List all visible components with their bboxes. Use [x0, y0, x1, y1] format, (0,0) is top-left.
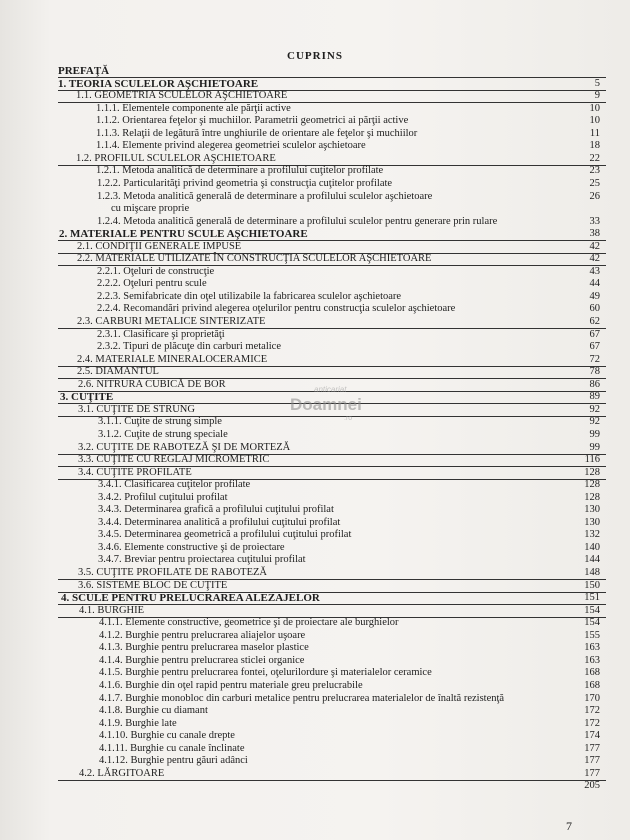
toc-entry [0, 65, 630, 77]
toc-entry-page: 174 [584, 730, 600, 742]
toc-entry-page: 163 [584, 654, 600, 666]
toc-entry-page: 10 [589, 102, 600, 114]
toc-entry-page: 163 [584, 642, 600, 654]
toc-entry [0, 504, 630, 516]
toc-entry-title: 1.1.2. Orientarea feţelor şi muchiilor. Parametrii geometrici ai părţii active [96, 115, 409, 127]
toc-entry [0, 718, 630, 730]
toc-entry-page: 89 [589, 391, 600, 403]
toc-entry [0, 291, 630, 303]
toc-entry-page: 130 [584, 504, 600, 516]
toc-entry-title: 4.1.11. Burghie cu canale înclinate [99, 742, 245, 754]
toc-entry [0, 241, 630, 253]
toc-entry-title: PREFAŢĂ [58, 65, 110, 77]
toc-entry [0, 592, 630, 604]
toc-entry-page: 150 [584, 579, 600, 591]
toc-entry [0, 454, 630, 466]
toc-entry-page: 154 [584, 617, 600, 629]
toc-entry [0, 203, 630, 215]
toc-entry [0, 140, 630, 152]
toc-entry-title: 3. CUŢITE [60, 391, 114, 404]
toc-entry-page: 140 [584, 541, 600, 553]
toc-entry-title: 2.6. NITRURA CUBICĂ DE BOR [78, 378, 226, 390]
toc-entry-title: 2.3.1. Clasificare şi proprietăţi [97, 328, 225, 340]
toc-entry [0, 366, 630, 378]
toc-entry-title: 4.1.1. Elemente constructive, geometrice şi de proiectare ale burghielor [99, 617, 399, 629]
toc-entry-page: 67 [589, 328, 600, 340]
toc-last-page-number: 205 [584, 780, 600, 792]
toc-entry [0, 492, 630, 504]
toc-entry-title: 1.2. PROFILUL SCULELOR AŞCHIETOARE [76, 152, 276, 164]
toc-entry-page: 86 [589, 378, 600, 390]
toc-entry-title: 4.1.7. Burghie monobloc din carburi metalice pentru prelucrarea materialelor de înaltă rezistenţă [99, 692, 505, 704]
toc-entry-page: 177 [584, 767, 600, 779]
toc-entry-page: 72 [589, 353, 600, 365]
toc-entry [0, 278, 630, 290]
toc-entry-page: 67 [589, 341, 600, 353]
toc-entry-title: 3.4. CUŢITE PROFILATE [78, 466, 192, 478]
toc-entry-page: 25 [589, 177, 600, 189]
toc-entry-page: 11 [589, 127, 600, 139]
toc-entry-title: 3.2. CUŢITE DE RABOTEZĂ ŞI DE MORTEZĂ [78, 441, 291, 453]
toc-entry-page: 177 [584, 742, 600, 754]
toc-entry-page: 132 [584, 529, 600, 541]
toc-entry-title: 2.2.3. Semifabricate din oţel utilizabile la fabricarea sculelor aşchietoare [97, 290, 402, 302]
toc-entry-title: 3.4.5. Determinarea geometrică a profilului cuţitului profilat [98, 529, 352, 541]
toc-entry [0, 153, 630, 165]
toc-entry-title: 2.2.1. Oţeluri de construcţie [97, 265, 215, 277]
toc-entry-page: 42 [589, 240, 600, 252]
toc-entry-title: 2.2.2. Oţeluri pentru scule [97, 278, 207, 290]
toc-entry-page: 60 [589, 303, 600, 315]
toc-entry [0, 680, 630, 692]
toc-entry [0, 705, 630, 717]
toc-entry-page: 44 [589, 278, 600, 290]
toc-entry-page: 33 [589, 215, 600, 227]
toc-entry-page: 168 [584, 679, 600, 691]
toc-entry-title: 2.2. MATERIALE UTILIZATE ÎN CONSTRUCŢIA SCULELOR AŞCHIETOARE [77, 253, 432, 265]
toc-entry [0, 642, 630, 654]
toc-entry-page: 9 [594, 90, 600, 102]
toc-entry [0, 655, 630, 667]
toc-entry [0, 191, 630, 203]
toc-entry [0, 128, 630, 140]
toc-entry-page: 172 [584, 717, 600, 729]
toc-entry [0, 693, 630, 705]
toc-entry-title: 4.1.2. Burghie pentru prelucrarea aliajelor uşoare [99, 629, 306, 641]
toc-entry [0, 78, 630, 90]
toc-entry-title: 1.2.3. Metoda analitică generală de determinare a profilului sculelor aşchietoare [97, 190, 433, 202]
toc-entry [0, 90, 630, 102]
toc-entry-title: 3.4.2. Profilul cuţitului profilat [98, 491, 228, 503]
toc-entry-title: 1.2.1. Metoda analitică de determinare a profilului cuţitelor profilate [96, 165, 384, 177]
toc-entry-title: 4.2. LĂRGITOARE [79, 767, 165, 779]
watermark-subtitle: anticariat [314, 385, 347, 394]
toc-entry-page: 155 [584, 629, 600, 641]
toc-entry-page: 23 [589, 165, 600, 177]
watermark-brand: Doamnei [290, 395, 362, 414]
toc-entry [0, 178, 630, 190]
toc-entry-title: 2.3. CARBURI METALICE SINTERIZATE [77, 316, 266, 327]
toc-entry-page: 151 [584, 592, 600, 604]
toc-entry-title: 3.1.1. Cuţite de strung simple [98, 416, 222, 428]
toc-entry [0, 442, 630, 454]
toc-entry-page: 42 [589, 253, 600, 265]
toc-entry-title: 4.1. BURGHIE [79, 604, 145, 616]
toc-entry-page: 130 [584, 516, 600, 528]
toc-entry-page: 172 [584, 705, 600, 717]
toc-entry-page: 62 [589, 316, 600, 327]
page-number: 7 [566, 819, 572, 833]
toc-entry-page: 148 [584, 567, 600, 578]
toc-entry-title: 3.1.2. Cuţite de strung speciale [98, 428, 228, 440]
toc-entry-title: 1.2.4. Metoda analitică generală de determinare a profilului sculelor pentru generare prin rulare [97, 215, 498, 227]
toc-entry-title: 3.4.4. Determinarea analitică a profilului cuţitului profilat [98, 516, 341, 528]
toc-entry-title: 3.4.7. Breviar pentru proiectarea cuţitului profilat [98, 554, 306, 566]
toc-entry-title: 3.5. CUŢITE PROFILATE DE RABOTEZĂ [78, 567, 267, 578]
toc-entry-page: 92 [589, 403, 600, 415]
toc-entry-page: 168 [584, 667, 600, 679]
toc-entry-page: 128 [584, 491, 600, 503]
toc-entry [0, 266, 630, 278]
toc-entry-title: 3.1. CUŢITE DE STRUNG [78, 403, 195, 415]
toc-entry [0, 115, 630, 127]
toc-entry-title: 1. TEORIA SCULELOR AŞCHIETOARE [58, 77, 259, 90]
toc-entry-page: 99 [589, 428, 600, 440]
toc-entry-title: 3.3. CUŢITE CU REGLAJ MICROMETRIC [78, 454, 270, 466]
toc-entry-page: 49 [589, 290, 600, 302]
toc-entry [0, 479, 630, 491]
toc-entry-page: 128 [584, 479, 600, 491]
toc-entry-page: 10 [589, 115, 600, 127]
toc-entry-title: 2.4. MATERIALE MINERALOCERAMICE [77, 353, 268, 365]
toc-entry-page: 99 [589, 441, 600, 453]
toc-entry-title: 1.1. GEOMETRIA SCULELOR AŞCHIETOARE [76, 90, 288, 102]
toc-entry [0, 617, 630, 629]
toc-entry [0, 567, 630, 579]
toc-entry [0, 341, 630, 353]
toc-entry [0, 554, 630, 566]
toc-entry [0, 580, 630, 592]
toc-entry [0, 354, 630, 366]
toc-last-page [0, 780, 630, 792]
toc-entry-title: 4.1.4. Burghie pentru prelucrarea sticlei organice [99, 654, 305, 666]
toc-entry [0, 768, 630, 780]
toc-entry [0, 743, 630, 755]
toc-entry-title: 3.4.1. Clasificarea cuţitelor profilate [98, 479, 251, 491]
toc-entry-title: 2.1. CONDIŢII GENERALE IMPUSE [77, 240, 242, 252]
toc-entry-title: 4.1.6. Burghie din oţel rapid pentru materiale greu prelucrabile [99, 679, 363, 691]
toc-entry-page: 5 [594, 77, 600, 89]
toc-entry-title: cu mişcare proprie [111, 203, 190, 215]
toc-entry-title: 3.4.6. Elemente constructive şi de proiectare [98, 541, 285, 553]
toc-entry-title: 4.1.5. Burghie pentru prelucrarea fontei, oţelurilordure şi materialelor ceramice [99, 667, 432, 679]
toc-entry-page: 116 [584, 454, 600, 466]
page-title: CUPRINS [287, 50, 343, 62]
toc-entry-page: 170 [584, 692, 600, 704]
toc-entry-page: 78 [589, 366, 600, 378]
toc-entry-title: 4.1.12. Burghie pentru găuri adânci [99, 755, 248, 767]
toc-entry-page: 26 [589, 190, 600, 202]
toc-entry-title: 1.1.1. Elementele componente ale părţii active [96, 102, 291, 114]
toc-entry-page: 177 [584, 755, 600, 767]
toc-entry [0, 605, 630, 617]
toc-entry-page: 128 [584, 466, 600, 478]
toc-entry-title: 2.2.4. Recomandări privind alegerea oţelurilor pentru construcţia sculelor aşchietoare [97, 303, 456, 315]
toc-entry-page: 154 [584, 604, 600, 616]
toc-entry-title: 1.1.3. Relaţii de legătură între unghiurile de orientare ale feţelor şi muchiilor [96, 127, 418, 139]
toc-entry [0, 303, 630, 315]
toc-entry [0, 630, 630, 642]
toc-entry-title: 4.1.3. Burghie pentru prelucrarea maselor plastice [99, 642, 309, 654]
toc-entry-title: 4.1.9. Burghie late [99, 717, 177, 729]
toc-entry [0, 329, 630, 341]
toc-entry [0, 165, 630, 177]
toc-entry-title: 2.3.2. Tipuri de plăcuţe din carburi metalice [97, 341, 281, 353]
toc-entry [0, 755, 630, 767]
toc-entry [0, 103, 630, 115]
toc-entry-title: 2. MATERIALE PENTRU SCULE AŞCHIETOARE [59, 228, 308, 241]
toc-entry [0, 316, 630, 328]
toc-entry-page: 144 [584, 554, 600, 566]
toc-entry [0, 216, 630, 228]
toc-entry-title: 4. SCULE PENTRU PRELUCRAREA ALEZAJELOR [61, 592, 320, 605]
toc-entry [0, 517, 630, 529]
toc-entry-title: 3.4.3. Determinarea grafică a profilului cuţitului profilat [98, 504, 334, 516]
toc-entry [0, 467, 630, 479]
toc-entry-title: 3.6. SISTEME BLOC DE CUŢITE [78, 579, 228, 591]
toc-entry-page: 18 [589, 140, 600, 152]
watermark-suffix: .ro [344, 415, 353, 422]
toc-entry-page: 22 [589, 152, 600, 164]
toc-entry [0, 730, 630, 742]
toc-entry-page: 92 [589, 416, 600, 428]
toc-entry [0, 253, 630, 265]
toc-entry-page: 38 [589, 228, 600, 240]
watermark-logo [278, 385, 368, 440]
toc-entry [0, 667, 630, 679]
toc-entry [0, 228, 630, 240]
toc-entry [0, 542, 630, 554]
toc-entry-title: 1.1.4. Elemente privind alegerea geometriei sculelor aşchietoare [96, 140, 366, 152]
toc-entry-title: 4.1.10. Burghie cu canale drepte [99, 730, 235, 742]
toc-entry [0, 529, 630, 541]
toc-entry-page: 43 [589, 265, 600, 277]
toc-entry-title: 1.2.2. Particularităţi privind geometria şi construcţia cuţitelor profilate [97, 177, 393, 189]
toc-entry-title: 4.1.8. Burghie cu diamant [99, 705, 208, 717]
toc-entry-title: 2.5. DIAMANTUL [77, 366, 159, 378]
